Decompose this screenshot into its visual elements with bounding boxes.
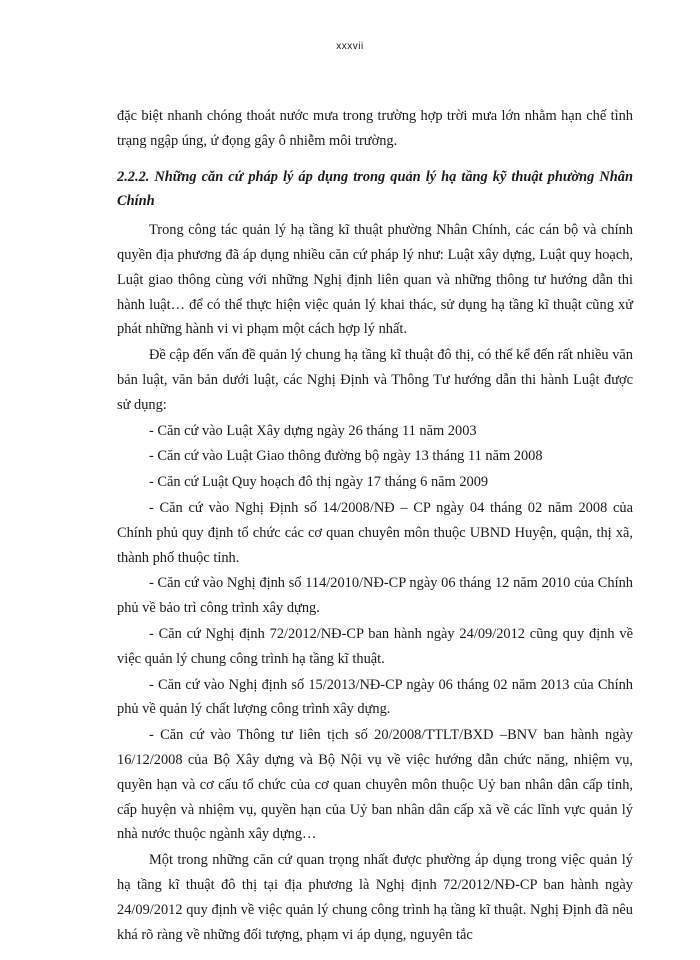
legal-basis-item: - Căn cứ vào Thông tư liên tịch số 20/2008/TTLT/BXD –BNV ban hành ngày 16/12/2008 của Bộ Xây dựng và Bộ Nội vụ về việc hướng dẫn chức năng, nhiệm vụ, quyền hạn và cơ cấu tổ chức của cơ quan chuyên môn thuộc Uỷ ban nhân dân cấp tỉnh, cấp huyện và nhiệm vụ, quyền hạn của Uỷ ban nhân dân cấp xã về các lĩnh vực quản lý nhà nước thuộc ngành xây dựng… bbox=[117, 727, 633, 843]
intro-paragraph-continuation: đặc biệt nhanh chóng thoát nước mưa trong trường hợp trời mưa lớn nhằm hạn chế tình trạng ngập úng, ứ đọng gây ô nhiễm môi trường. bbox=[117, 108, 633, 149]
legal-basis-item: - Căn cứ vào Luật Giao thông đường bộ ngày 13 tháng 11 năm 2008 bbox=[149, 448, 543, 465]
legal-basis-item: - Căn cứ Luật Quy hoạch đô thị ngày 17 tháng 6 năm 2009 bbox=[149, 474, 489, 491]
page-number: xxxvii bbox=[336, 41, 364, 52]
legal-basis-item: - Căn cứ vào Nghị Định số 14/2008/NĐ – CP ngày 04 tháng 02 năm 2008 của Chính phủ quy định tổ chức các cơ quan chuyên môn thuộc UBND Huyện, quận, thị xã, thành phố thuộc tỉnh. bbox=[117, 499, 633, 566]
legal-basis-item: - Căn cứ vào Luật Xây dựng ngày 26 tháng 11 năm 2003 bbox=[149, 422, 477, 439]
section-heading: 2.2.2. Những căn cứ pháp lý áp dụng trong quản lý hạ tầng kỹ thuật phường Nhân Chính bbox=[117, 168, 633, 210]
paragraph-documents-overview: Đề cập đến vấn đề quản lý chung hạ tầng kĩ thuật đô thị, có thể kể đến rất nhiều văn bản luật, văn bản dưới luật, các Nghị Định và Thông Tư hướng dẫn thi hành Luật được sử dụng: bbox=[117, 347, 633, 413]
legal-basis-item: - Căn cứ vào Nghị định số 15/2013/NĐ-CP ngày 06 tháng 02 năm 2013 của Chính phủ về quản lý chất lượng công trình xây dựng. bbox=[117, 676, 633, 718]
legal-basis-item: - Căn cứ vào Nghị định số 114/2010/NĐ-CP ngày 06 tháng 12 năm 2010 của Chính phủ về bảo trì công trình xây dựng. bbox=[117, 575, 633, 617]
paragraph-key-decree: Một trong những căn cứ quan trọng nhất được phường áp dụng trong việc quản lý hạ tầng kĩ thuật đô thị tại địa phương là Nghị định 72/2012/NĐ-CP ban hành ngày 24/09/2012 quy định về việc quản lý chung công trình hạ tầng kĩ thuật. Nghị Định đã nêu khá rõ ràng về những đối tượng, phạm vi áp dụng, nguyên tắc bbox=[117, 852, 633, 943]
document-body bbox=[117, 104, 633, 947]
paragraph-legal-bases-intro: Trong công tác quản lý hạ tầng kĩ thuật phường Nhân Chính, các cán bộ và chính quyền địa phương đã áp dụng nhiều căn cứ pháp lý như: Luật xây dựng, Luật quy hoạch, Luật giao thông cùng với những Nghị định liên quan và những thông tư hướng dẫn thi hành luật… để có thể thực hiện việc quản lý khai thác, sử dụng hạ tầng kĩ thuật cũng xử phát những hành vi vi phạm một cách hợp lý nhất. bbox=[117, 222, 633, 338]
legal-basis-item: - Căn cứ Nghị định 72/2012/NĐ-CP ban hành ngày 24/09/2012 cũng quy định về việc quản lý chung công trình hạ tầng kĩ thuật. bbox=[117, 625, 633, 667]
